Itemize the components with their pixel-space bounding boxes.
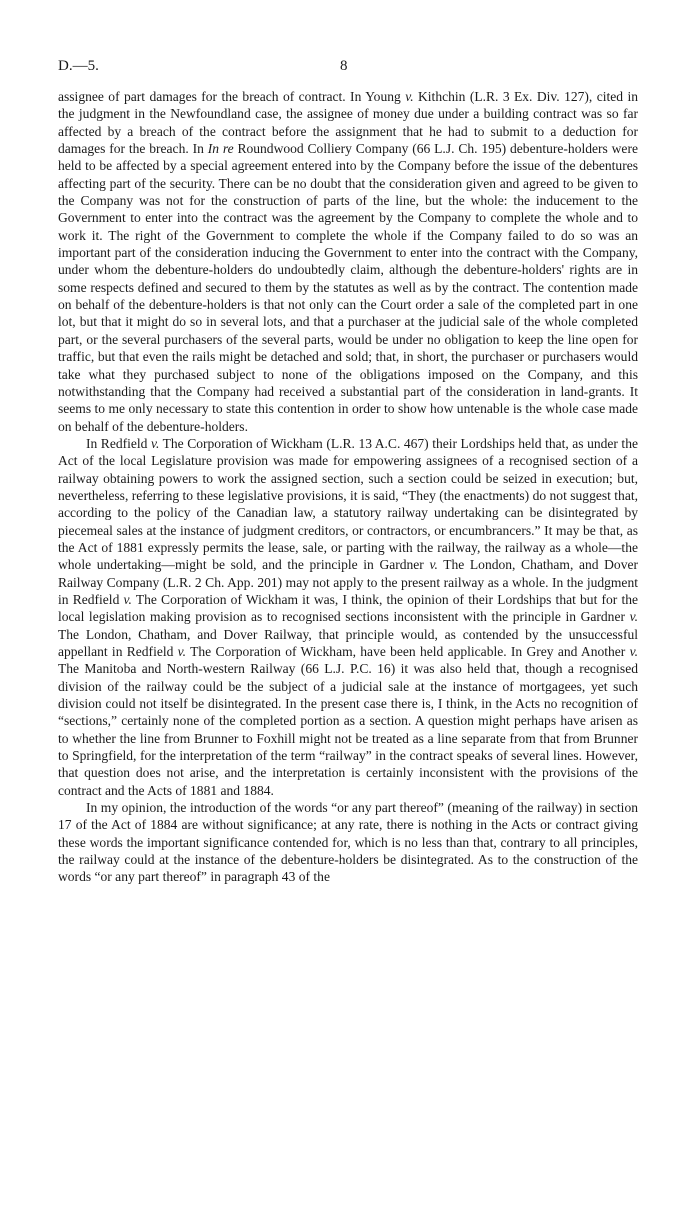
- text-run: In Redfield: [86, 435, 151, 451]
- text-run: The Corporation of Wickham, have been held applicable. In Grey and Another: [186, 644, 630, 659]
- paragraph-2: [58, 435, 638, 799]
- text-run: In my opinion, the introduction of the words “or any part thereof” (meaning of the railway) in section 17 of the Act of 1884 are without significance; at any rate, there is nothing in the Acts or contract giving these words the important significance contended for, which is no less than that, contrary to all principles, the railway could at the instance of the debenture-holders be disintegrated. As to the construction of the words “or any part thereof” in paragraph 43 of the: [58, 800, 638, 885]
- text-run: The Manitoba and North-western Railway (66 L.J. P.C. 16) it was also held that, though a recognised division of the railway could be the subject of a judicial sale at the instance of mortgagees, yet such division could not itself be disintegrated. In the present case there is, I think, in the Acts no recognition of “sections,” certainly none of the completed portion as a section. A question might perhaps have arisen as to whether the line from Brunner to Foxhill might not be treated as a line separate from that from Brunner to Springfield, for the interpretation of the term “railway” in the contract speaks of several lines. However, that question does not arise, and the interpretation is certainly inconsistent with the provisions of the contract and the Acts of 1881 and 1884.: [58, 661, 638, 798]
- text-run: The London, Chatham, and Dover Railway, that principle would, as contended by the unsuccessful appellant in Redfield: [58, 626, 638, 659]
- text-run-italic: In re: [207, 141, 234, 157]
- text-run-italic: v.: [177, 644, 187, 659]
- text-run-italic: v.: [150, 435, 160, 451]
- text-run: Roundwood Colliery Company (66 L.J. Ch. 195) debenture-holders were held to be affected by a special agreement entered into by the Company before the issue of the debentures affecting part of the security. There can be no doubt that the consideration given and agreed to be given to the Company was not for the construction of parts of the line, but the whole: the inducement to the Government to enter into the contract was the agreement by the Company to complete the whole and to work it. The right of the Government to complete the whole if the Company failed to do so was an important part of the consideration inducing the Government to enter into the contract with the Company, under whom the debenture-holders do undoubtedly claim, although the debenture-holders' rights are in some respects defined and secured to them by the statutes as well as by the contract. The contention made on behalf of the debenture-holders is that not only can the Court order a sale of the completed part in one lot, but that it might do so in several lots, and that a purchaser at the judicial sale of the whole completed part, or the several purchasers of the several parts, would be under no obligation to keep the line open for traffic, but that even the rails might be detached and sold; that, in short, the purchaser or purchasers would take what they purchased subject to none of the obligations imposed on the Company, and this notwithstanding that the Company had received a substantial part of the consideration in land-grants. It seems to me only necessary to state this contention in order to show how untenable is the whole case made on behalf of the debenture-holders.: [58, 141, 638, 434]
- document-page: [58, 58, 638, 886]
- body-text: [58, 88, 638, 886]
- document-reference: D.—5.: [58, 58, 99, 74]
- text-run-italic: v.: [405, 89, 414, 104]
- paragraph-1: [58, 88, 638, 435]
- text-run-italic: v.: [429, 557, 438, 573]
- text-run: The Corporation of Wickham (L.R. 13 A.C. 467) their Lordships held that, as under the Act of the local Legislature provision was made for empowering assignees of a recognised section of a railway obtaining powers to work the assigned section, such a section could be seized in execution; but, nevertheless, referring to these legislative provisions, it is said, “They (the enactments) do not suggest that, according to the policy of the Canadian law, a statutory railway undertaking can be disintegrated by piecemeal sales at the instance of judgment creditors, or contractors, or encumbrancers.” It may be that, as the Act of 1881 expressly permits the lease, sale, or parting with the railway, the railway as a whole—the whole undertaking—might be sold, and the principle in Gardner: [58, 435, 638, 573]
- paragraph-3: [58, 799, 638, 886]
- text-run-italic: v.: [123, 591, 132, 607]
- page-header: [58, 58, 638, 80]
- page-number: 8: [340, 58, 348, 74]
- text-run: The Corporation of Wickham it was, I think, the opinion of their Lordships that but for the local legislation making provision as to recognised sections inconsistent with the principle in Gardner: [58, 591, 639, 625]
- text-run: Kithchin (L.R. 3 Ex. Div. 127), cited in the judgment in the Newfoundland case, the assignee of money due under a building contract was so far affected by a breach of the contract before the assignment that he had to submit to a deduction for damages for the breach. In: [58, 89, 638, 157]
- text-run-italic: v.: [629, 644, 638, 659]
- text-run: assignee of part damages for the breach of contract. In Young: [58, 89, 406, 104]
- text-run-italic: v.: [629, 609, 638, 625]
- text-run: The London, Chatham, and Dover Railway Company (L.R. 2 Ch. App. 201) may not apply to the present railway as a whole. In the judgment in Redfield: [58, 557, 638, 607]
